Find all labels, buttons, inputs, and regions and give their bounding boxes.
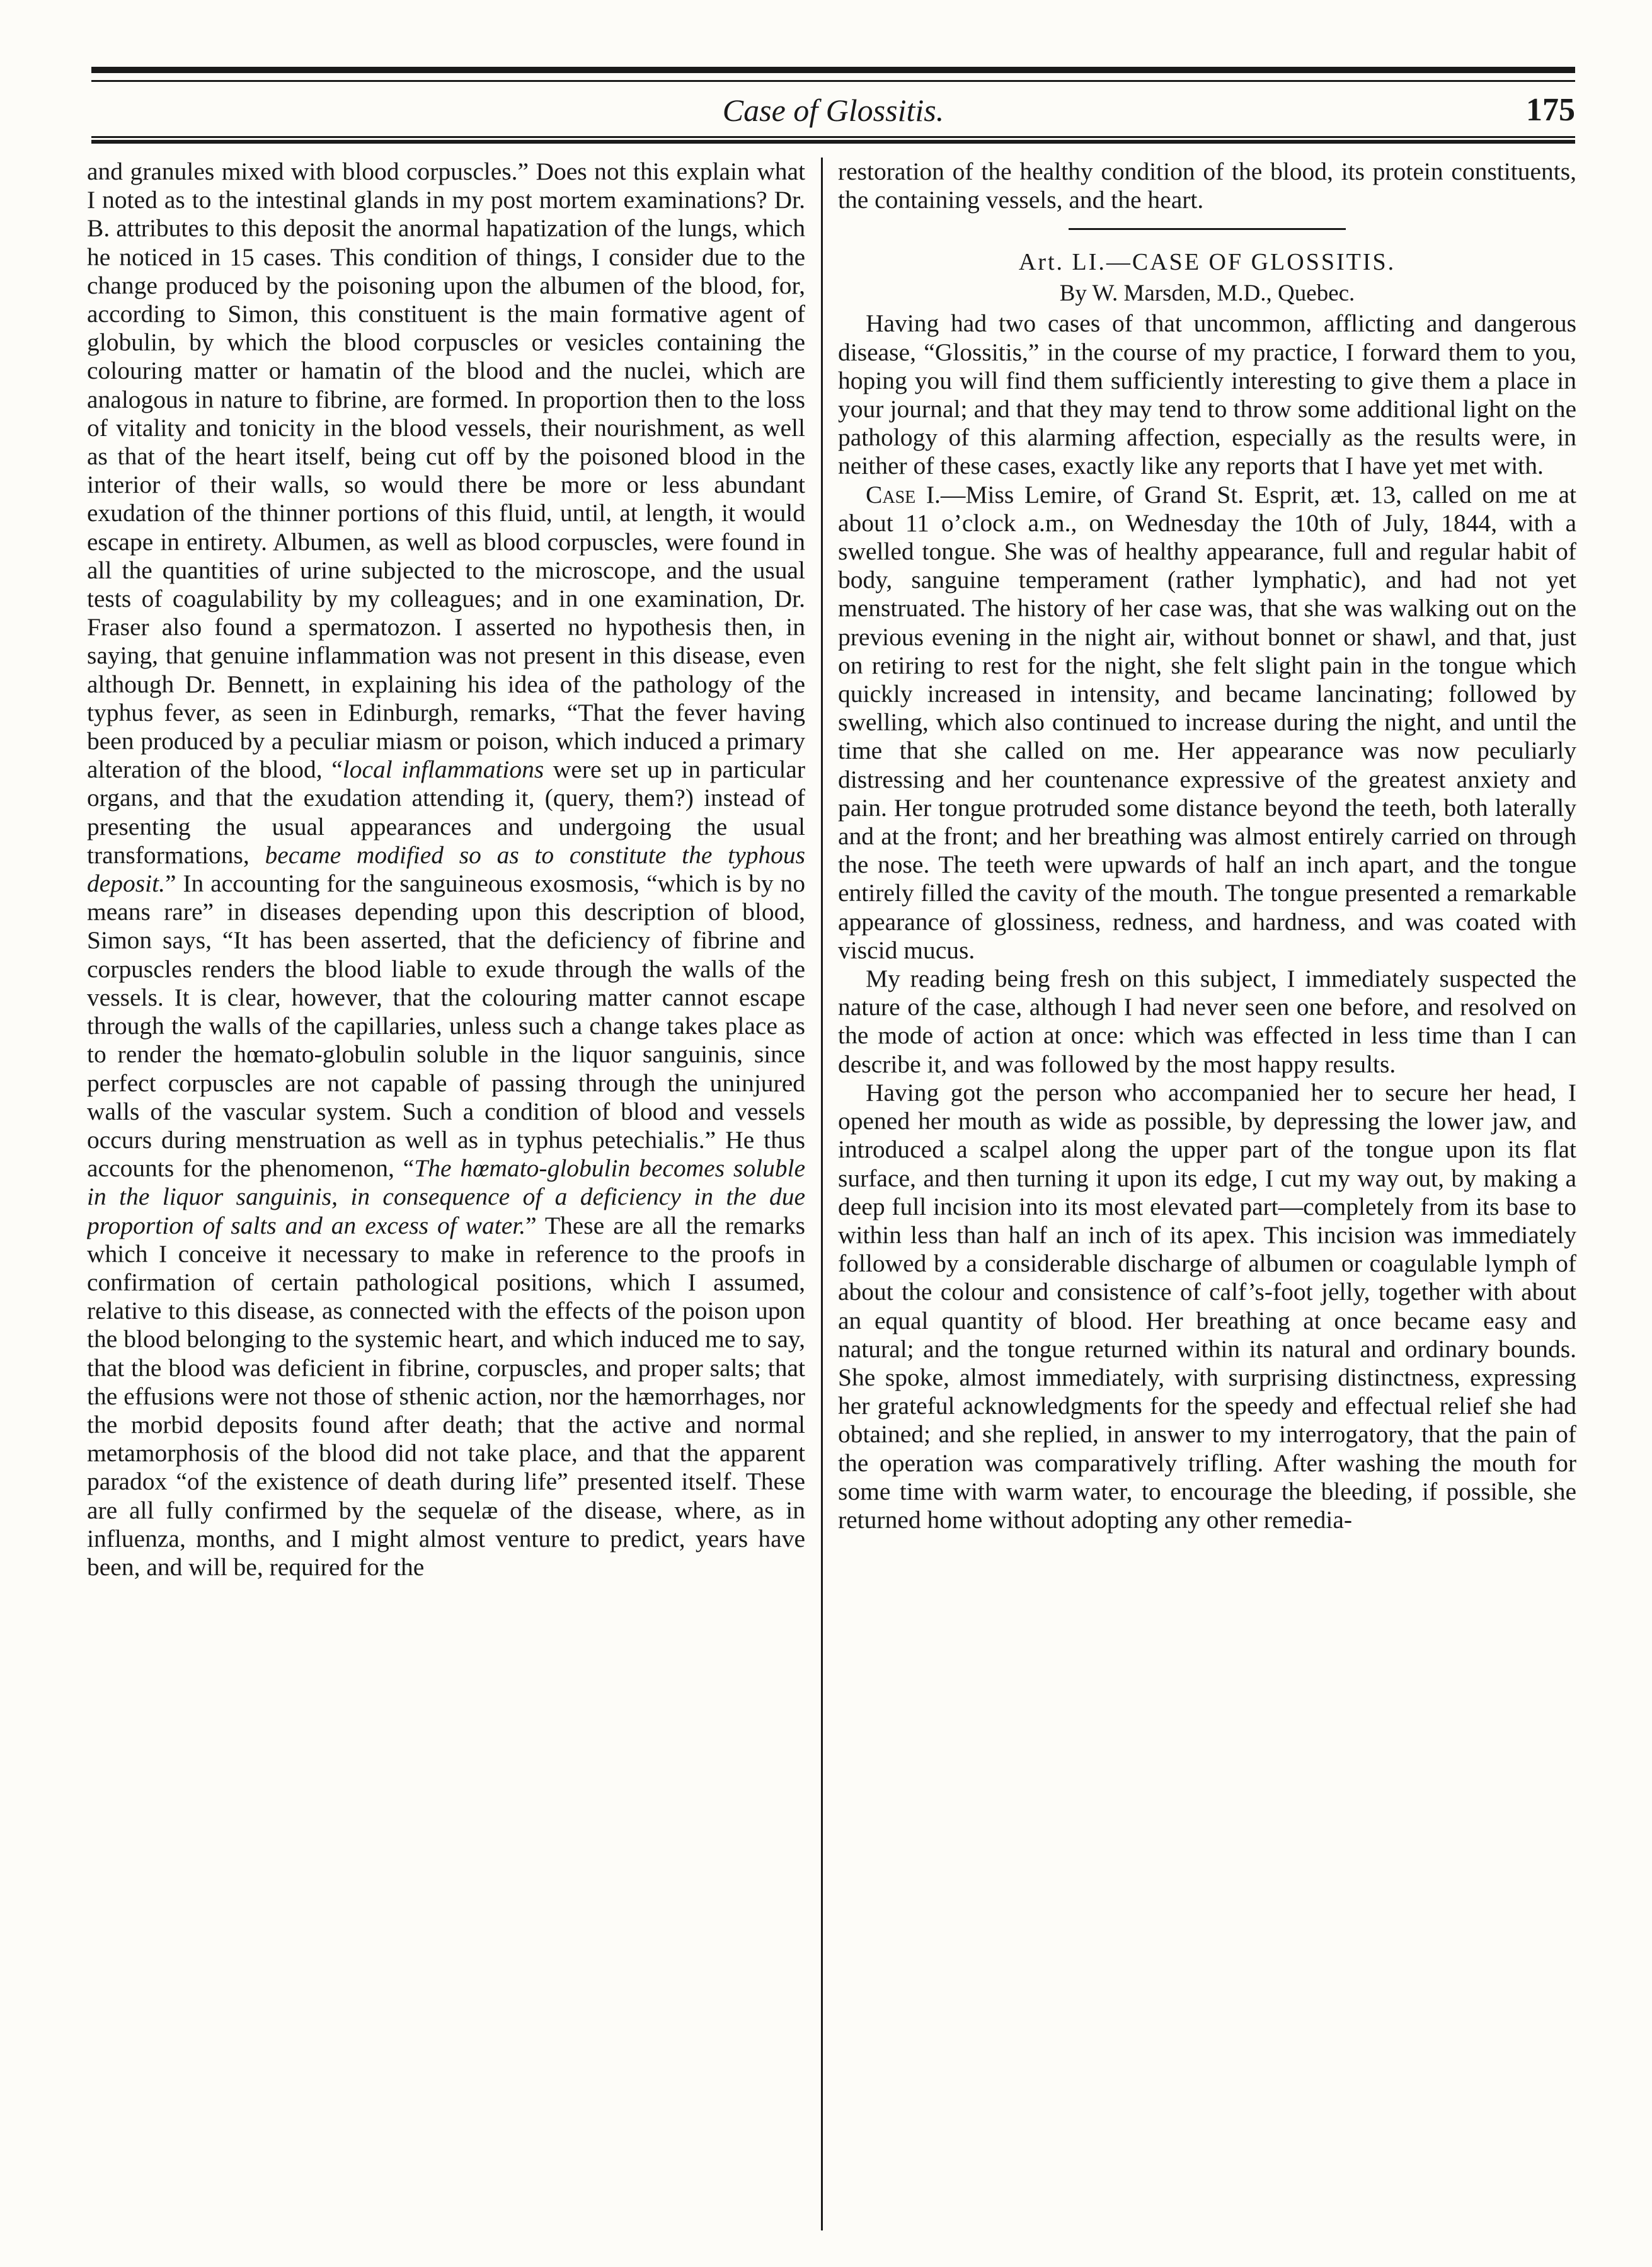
left-italic-1: local inflammations (342, 755, 544, 784)
running-head (91, 88, 1575, 132)
running-title: Case of Glossitis. (722, 93, 944, 128)
page-number: 175 (1526, 92, 1575, 128)
article-title: Art. LI.—CASE OF GLOSSITIS. (1018, 249, 1396, 276)
column-divider (821, 158, 823, 2230)
right-paragraph-2 (838, 481, 1576, 965)
left-paragraph-1 (87, 158, 805, 1581)
header-rule-top (91, 67, 1575, 82)
case-text: —Miss Lemire, of Grand St. Esprit, æt. 13, called on me at about 11 o’clock a.m., on Wednesday the 10th of July, 1844, with a swelled tongue. She was of healthy appearance, full and regular habit of body, sanguine temperament (rather lymphatic), and had not yet menstruated. The history of her case was, that she was walking out on the previous evening in the night air, without bonnet or shawl, and that, just on retiring to rest for the night, she felt slight pain in the tongue which quickly increased in intensity, and became lancinating; followed by swelling, which also continued to increase during the night, and until the time that she called on me. Her appearance was now peculiarly distressing and her countenance expressive of the greatest anxiety and pain. Her tongue protruded some distance beyond the teeth, both laterally and at the front; and her breathing was almost entirely carried on through the nose. The teeth were upwards of half an inch apart, and the tongue entirely filled the cavity of the mouth. The tongue presented a remarkable appearance of glossiness, redness, and hardness, and was coated with viscid mucus. (838, 480, 1576, 964)
header-rule-bottom (91, 136, 1575, 144)
right-column (838, 158, 1576, 2230)
right-paragraph-1: Having had two cases of that uncommon, afflicting and dangerous disease, “Glossitis,” in the course of my practice, I forward them to you, hoping you will find them sufficiently interesting to give them a place in your journal; and that they may tend to throw some additional light on the pathology of this alarming affection, especially as the results were, in neither of these cases, exactly like any reports that I have yet met with. (838, 309, 1576, 480)
left-text-d: ” These are all the remarks which I conceive it necessary to make in reference to the proofs in confirmation of certain pathological positions, which I assumed, relative to this disease, as connected with the effects of the poison upon the blood belonging to the systemic heart, and which induced me to say, that the blood was deficient in fibrine, corpuscles, and proper salts; that the effusions were not those of sthenic action, nor the hæmorrhages, nor the morbid deposits found after death; that the active and normal metamorphosis of the blood did not take place, and that the apparent paradox “of the existence of death during life” presented itself. These are all fully confirmed by the sequelæ of the disease, where, as in influenza, months, and I might almost venture to predict, years have been, and will be, required for the (87, 1211, 805, 1581)
left-italic-2: became modified so as to constitute the typhous deposit. (87, 841, 805, 898)
left-column (87, 158, 805, 2230)
case-label: Case I. (866, 480, 941, 508)
left-italic-3: The hœmato-globulin becomes soluble in the liquor sanguinis, in consequence of a deficiency in the due proportion of salts and an excess of water. (87, 1154, 805, 1239)
right-paragraph-4: Having got the person who accompanied her to secure her head, I opened her mouth as wide as possible, by depressing the lower jaw, and introduced a scalpel along the upper part of the tongue upon its flat surface, and then turning it upon its edge, I cut my way out, by making a deep full incision into its most elevated part—completely from its base to within less than half an inch of its apex. This incision was immediately followed by a considerable discharge of albumen or coagulable lymph of about the colour and consistence of calf’s-foot jelly, together with about an equal quantity of blood. Her breathing at once became easy and natural; and the tongue returned within its natural and ordinary bounds. She spoke, almost immediately, with surprising distinctness, expressing her grateful acknowledgments for the speedy and effectual relief she had obtained; and she replied, in answer to my interrogatory, that the pain of the operation was comparatively trifling. After washing the mouth for some time with warm water, to encourage the bleeding, if possible, she returned home without adopting any other remedia- (838, 1078, 1576, 1534)
right-paragraph-0: restoration of the healthy condition of the blood, its protein constituents, the containing vessels, and the heart. (838, 158, 1576, 214)
left-text-c: ” In accounting for the sanguineous exosmosis, “which is by no means rare” in diseases depending upon this description of blood, Simon says, “It has been asserted, that the deficiency of fibrine and corpuscles renders the blood liable to exude through the walls of the vessels. It is clear, however, that the colouring matter cannot escape through the walls of the capillaries, unless such a change takes place as to render the hœmato-globulin soluble in the liquor sanguinis, since perfect corpuscles are not capable of passing through the uninjured walls of the vascular system. Such a condition of blood and vessels occurs during menstruation as well as in typhus petechialis.” He thus accounts for the phenomenon, “ (87, 869, 805, 1183)
left-text-a: and granules mixed with blood corpuscles.” Does not this explain what I noted as to the intestinal glands in my post mortem examinations? Dr. B. attributes to this deposit the anormal hapatization of the lungs, which he noticed in 15 cases. This condition of things, I consider due to the change produced by the poisoning upon the albumen of the blood, for, according to Simon, this constituent is the main formative agent of globulin, by which the blood corpuscles or vesicles containing the colouring matter or hamatin of the blood and the nuclei, which are analogous in nature to fibrine, are formed. In proportion then to the loss of vitality and tonicity in the blood vessels, their nourishment, as well as that of the heart itself, being cut off by the poisoned blood in the interior of their walls, so would there be more or less abundant exudation of the thinner portions of this fluid, until, at length, it would escape in entirety. Albumen, as well as blood corpuscles, were found in all the quantities of urine subjected to the microscope, and the usual tests of coagulability by my colleagues; and in one examination, Dr. Fraser also found a spermatozon. I asserted no hypothesis then, in saying, that genuine inflammation was not present in this disease, even although Dr. Bennett, in explaining his idea of the pathology of the typhus fever, as seen in Edinburgh, remarks, “That the fever having been produced by a peculiar miasm or poison, which induced a primary alteration of the blood, “ (87, 158, 805, 784)
right-paragraph-3: My reading being fresh on this subject, I immediately suspected the nature of the case, although I had never seen one before, and resolved on the mode of action at once: which was effected in less time than I can describe it, and was followed by the most happy results. (838, 965, 1576, 1078)
article-separator-rule (1069, 228, 1346, 230)
left-text-b: were set up in particular organs, and that the exudation attending it, (query, them?) instead of presenting the usual appearances and undergoing the usual transformations, (87, 755, 805, 869)
article-byline: By W. Marsden, M.D., Quebec. (1059, 280, 1355, 307)
